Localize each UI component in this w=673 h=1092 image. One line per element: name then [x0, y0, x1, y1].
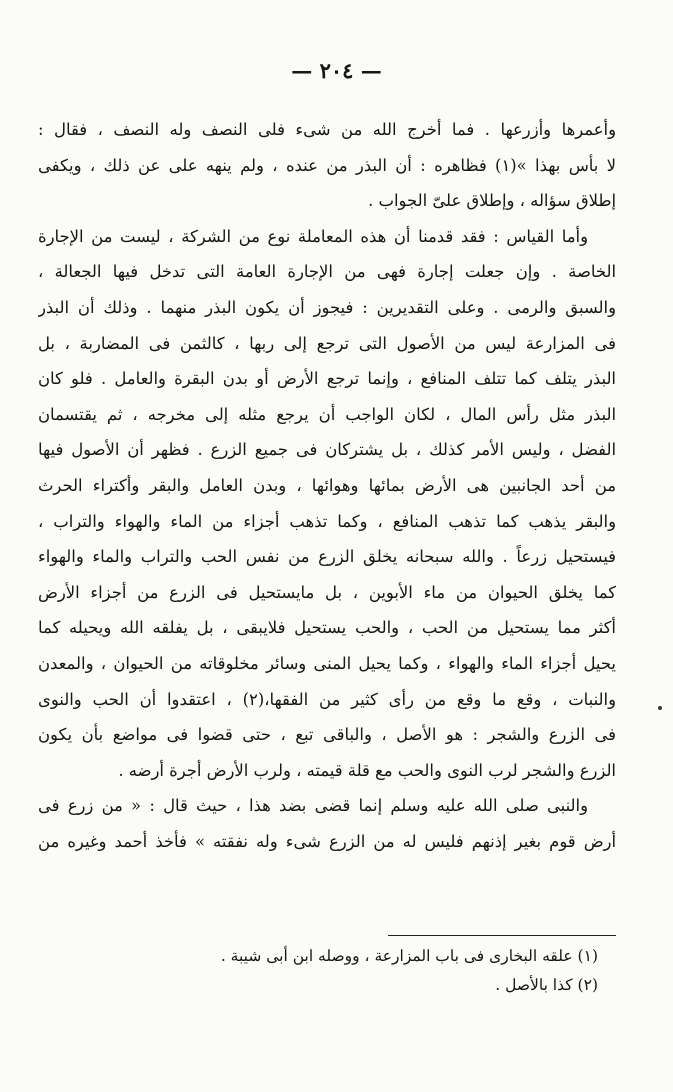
text-line: والنبى صلى الله عليه وسلم إنما قضى بضد هذا ، حيث قال : « من زرع فى — [38, 796, 588, 816]
footnote-divider — [388, 935, 616, 936]
text-line: البذر يتلف كما تتلف المنافع ، وإنما ترجع الأرض أو بدن البقرة والعامل . فلو كان — [38, 369, 616, 389]
text-line: فى المزارعة ليس من الأصول التى ترجع إلى ربها ، كالثمن فى المضاربة ، بل — [38, 333, 616, 353]
text-line: من أحد الجانبين هى الأرض بمائها وهوائها ، وبدن العامل والبقر وأكتراء الحرث — [38, 475, 616, 495]
body-text — [38, 112, 616, 859]
text-line: فى الزرع والشجر : هو الأصل ، والباقى تبع ، حتى قضوا فى مواضع بأن يكون — [38, 725, 616, 745]
text-line: والبقر يذهب كما تذهب المنافع ، وكما تذهب أجزاء من الماء والهواء والتراب ، — [38, 511, 616, 531]
text-line: يحيل أجزاء الماء والهواء ، وكما يحيل المنى وسائر مخلوقاته من الحيوان ، والمعدن — [38, 653, 616, 673]
text-line: والسبق والرمى . وعلى التقديرين : فيجوز أن يكون البذر منهما . وذلك أن البذر — [38, 297, 616, 317]
text-line: إطلاق سؤاله ، وإطلاق علىّ الجواب . — [368, 191, 616, 211]
text-line: أكثر مما يستحيل من الحب ، والحب يستحيل فلايبقى ، بل يفلقه الله ويحيله كما — [38, 618, 616, 638]
text-line: والنبات ، وقع ما وقع من رأى كثير من الفقها،(٢) ، اعتقدوا أن الحب والنوى — [38, 689, 616, 709]
footnotes — [38, 942, 598, 1000]
text-line: الفضل ، وليس الأمر كذلك ، بل يشتركان فى جميع الزرع . فظهر أن الأصول فيها — [38, 440, 616, 460]
text-line: لا بأس بهذا »(١) فظاهره : أن البذر من عنده ، ولم ينهه على عن ذلك ، ويكفى — [38, 155, 616, 175]
page-number: — ٢٠٤ — — [291, 58, 382, 83]
text-line: الخاصة . وإن جعلت إجارة فهى من الإجارة العامة التى تدخل فيها الجعالة ، — [38, 262, 616, 282]
margin-mark — [658, 706, 662, 710]
text-line: البذر مثل رأس المال ، لكان الواجب أن يرجع مثله إلى مخرجه ، ثم يقتسمان — [38, 404, 616, 424]
text-line: أرض قوم بغير إذنهم فليس له من الزرع شىء وله نفقته » فأخذ أحمد وغيره من — [38, 831, 616, 851]
footnote: (١) علقه البخارى فى باب المزارعة ، ووصله ابن أبى شيبة . — [220, 947, 598, 965]
text-line: فيستحيل زرعاً . والله سبحانه يخلق الزرع من نفس الحب والتراب والماء والهواء — [38, 547, 616, 567]
text-line: وأما القياس : فقد قدمنا أن هذه المعاملة نوع من الشركة ، ليست من الإجارة — [38, 226, 588, 246]
footnote: (٢) كذا بالأصل . — [495, 976, 598, 994]
text-line: وأعمرها وأزرعها . فما أخرج الله من شىء فلى النصف وله النصف ، فقال : — [38, 120, 616, 139]
text-line: كما يخلق الحيوان من ماء الأبوين ، بل مايستحيل فى الزرع من أجزاء الأرض — [38, 582, 616, 602]
text-line: الزرع والشجر لرب النوى والحب مع قلة قيمته ، ولرب الأرض أجرة أرضه . — [118, 760, 616, 780]
